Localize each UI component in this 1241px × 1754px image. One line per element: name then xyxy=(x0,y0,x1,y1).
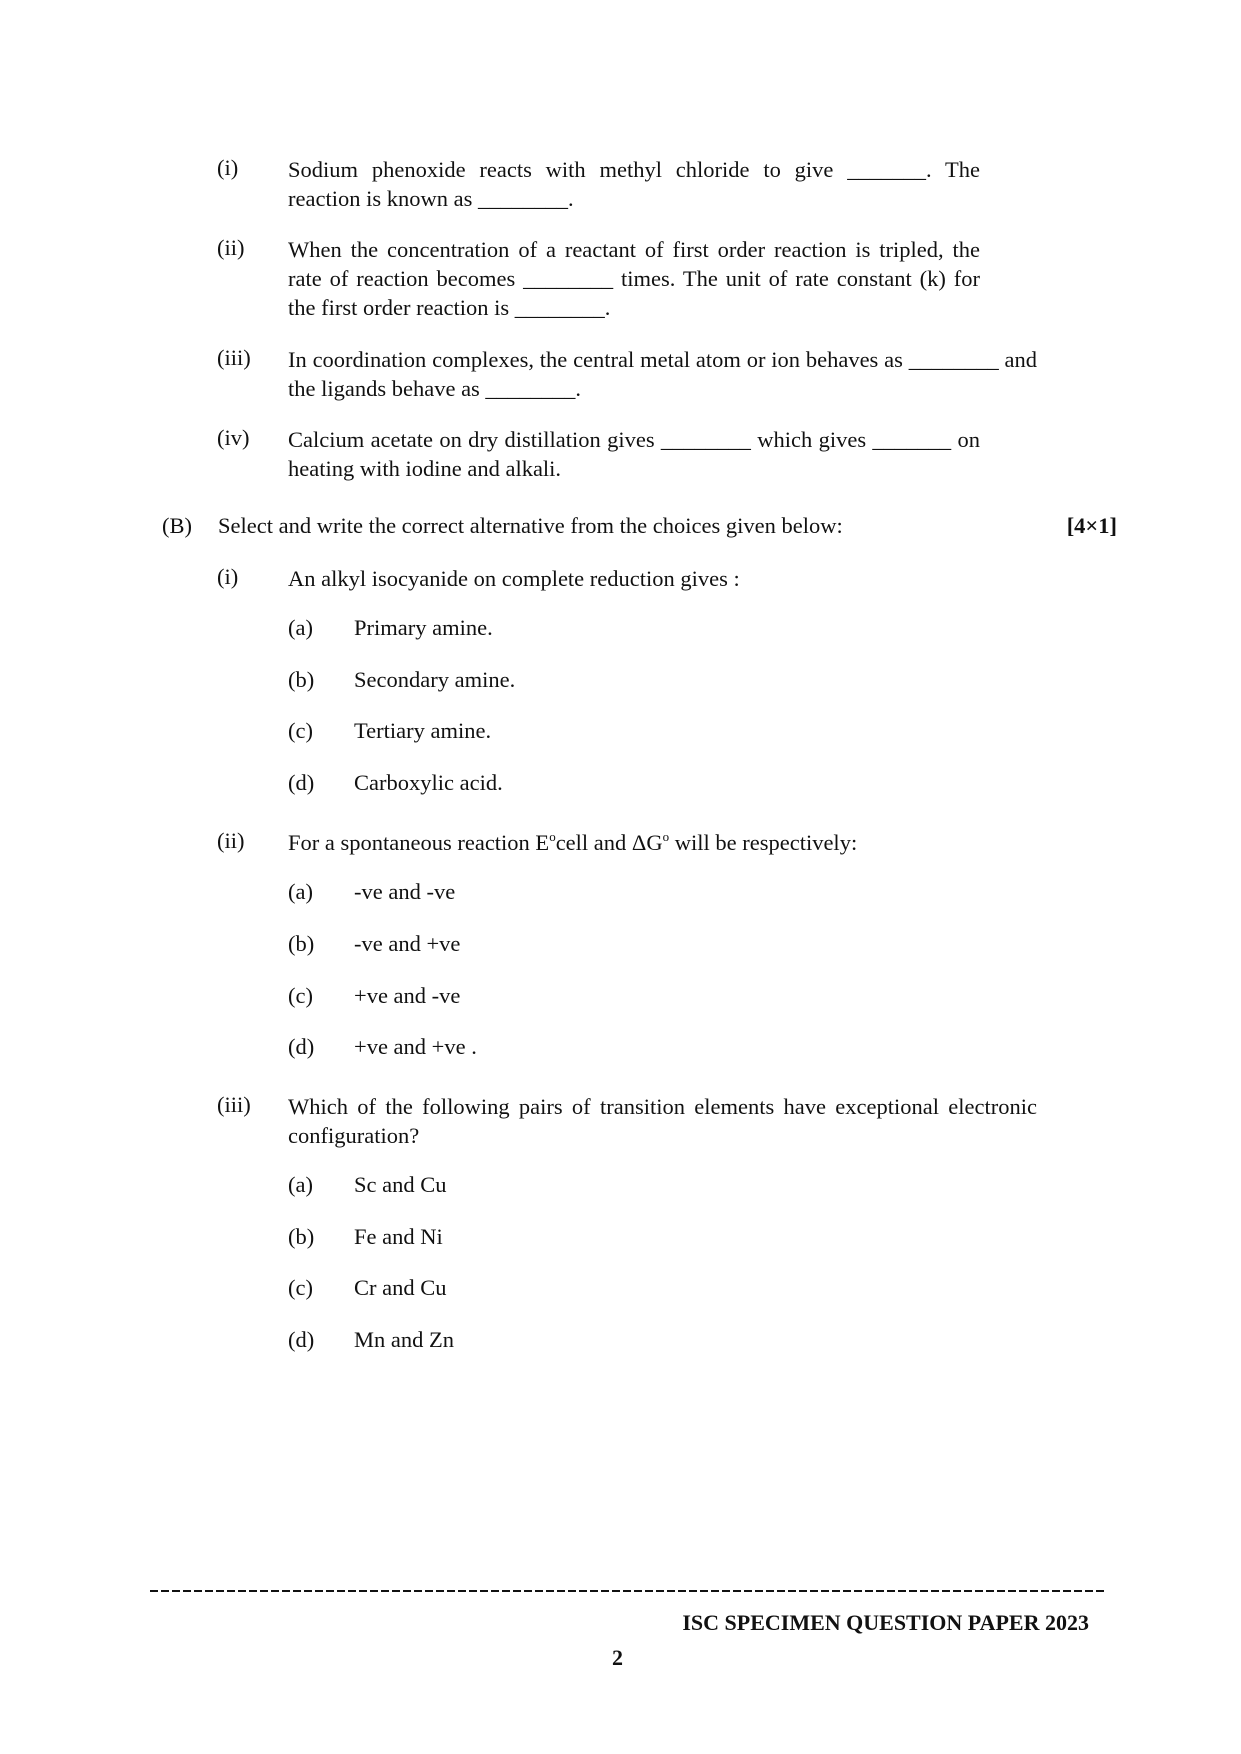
question-text-start: For a spontaneous reaction E xyxy=(288,830,550,855)
option-label: (b) xyxy=(288,931,315,956)
question-text-end: will be respectively: xyxy=(669,830,858,855)
question-text-middle: cell and ΔG xyxy=(555,830,663,855)
option-label: (c) xyxy=(288,1275,313,1300)
footer-title: ISC SPECIMEN QUESTION PAPER 2023 xyxy=(682,1610,1089,1635)
option-label: (d) xyxy=(288,1327,315,1352)
question-text: In coordination complexes, the central metal atom or ion behaves as ________ and the ligands behave as ________. xyxy=(288,347,1037,401)
option-text: -ve and -ve xyxy=(354,879,456,904)
question-number: (i) xyxy=(217,564,239,589)
superscript-degree: o xyxy=(549,829,556,844)
question-text xyxy=(288,828,1037,857)
question-text: Which of the following pairs of transition elements have exceptional electronic configuration? xyxy=(288,1094,1037,1148)
option-label: (b) xyxy=(288,1224,315,1249)
option-label: (c) xyxy=(288,983,313,1008)
question-number: (iv) xyxy=(217,425,250,450)
option-text: Tertiary amine. xyxy=(354,718,492,743)
question-text: An alkyl isocyanide on complete reduction gives : xyxy=(288,566,740,591)
question-number: (ii) xyxy=(217,828,245,853)
question-number: (i) xyxy=(217,155,239,180)
question-text: When the concentration of a reactant of first order reaction is tripled, the rate of reaction becomes ________ times. The unit of rate constant (k) for the first order reaction is ________. xyxy=(288,237,980,320)
page-number: 2 xyxy=(612,1645,623,1670)
question-text: Sodium phenoxide reacts with methyl chloride to give _______. The reaction is known as ________. xyxy=(288,157,980,211)
option-label: (a) xyxy=(288,879,313,904)
section-label: (B) xyxy=(162,513,192,538)
question-number: (iii) xyxy=(217,1092,251,1117)
section-marks: [4×1] xyxy=(1066,513,1117,538)
option-text: Mn and Zn xyxy=(354,1327,454,1352)
question-number: (ii) xyxy=(217,235,245,260)
superscript-degree: o xyxy=(662,829,670,844)
option-label: (a) xyxy=(288,1172,313,1197)
option-label: (a) xyxy=(288,615,313,640)
option-label: (b) xyxy=(288,667,315,692)
option-text: Sc and Cu xyxy=(354,1172,447,1197)
footer-divider xyxy=(150,1590,1105,1592)
option-text: Carboxylic acid. xyxy=(354,770,503,795)
option-text: +ve and -ve xyxy=(354,983,461,1008)
section-instruction: Select and write the correct alternative from the choices given below: xyxy=(218,513,843,538)
option-label: (c) xyxy=(288,718,313,743)
option-text: Primary amine. xyxy=(354,615,493,640)
option-label: (d) xyxy=(288,770,315,795)
option-text: -ve and +ve xyxy=(354,931,461,956)
option-label: (d) xyxy=(288,1034,315,1059)
option-text: Secondary amine. xyxy=(354,667,516,692)
option-text: Cr and Cu xyxy=(354,1275,447,1300)
question-text: Calcium acetate on dry distillation gives ________ which gives _______ on heating with iodine and alkali. xyxy=(288,427,980,481)
option-text: Fe and Ni xyxy=(354,1224,443,1249)
question-number: (iii) xyxy=(217,345,251,370)
option-text: +ve and +ve . xyxy=(354,1034,477,1059)
